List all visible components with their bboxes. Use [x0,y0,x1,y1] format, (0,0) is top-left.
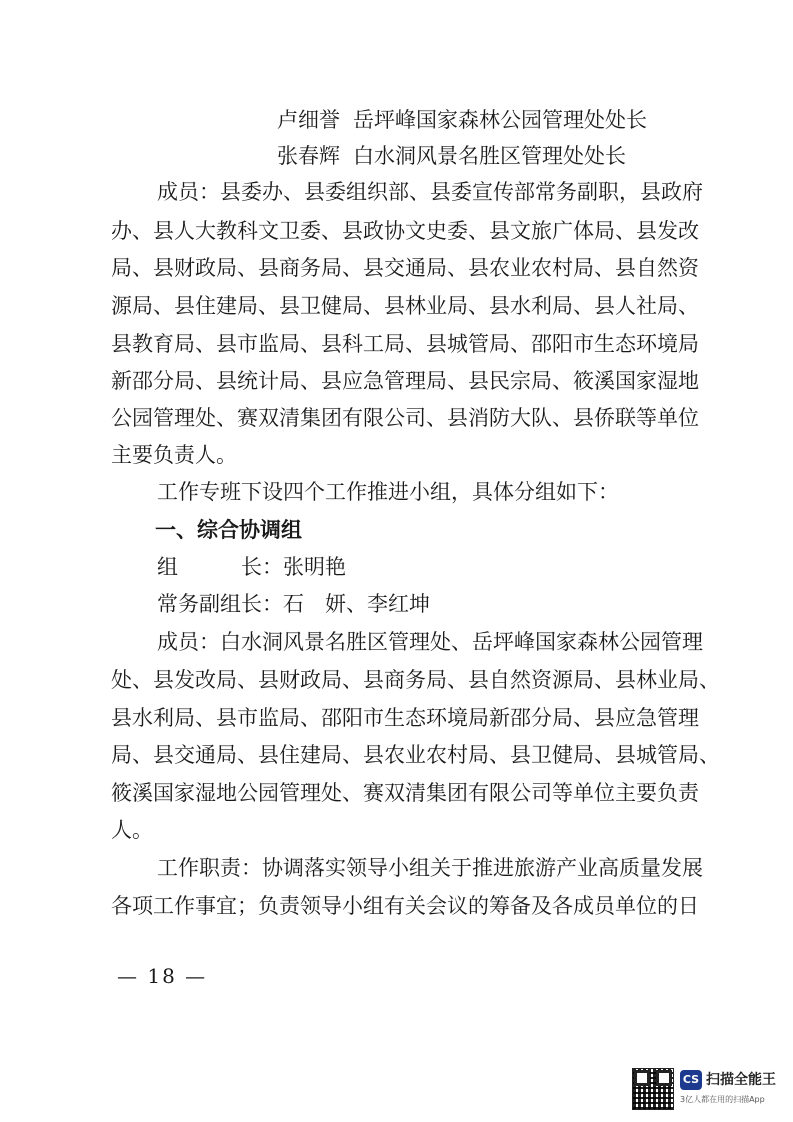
paragraph-line: 局、县交通局、县住建局、县农业农村局、县卫健局、县城管局、 [111,743,720,767]
subgroups-intro: 工作专班下设四个工作推进小组，具体分组如下： [157,480,619,504]
watermark-tagline: 3亿人都在用的扫描App [680,1095,765,1104]
qr-code-icon [632,1068,674,1110]
paragraph-line: 成员：县委办、县委组织部、县委宣传部常务副职，县政府 [157,180,703,204]
leader-name: 卢细誉 [277,108,340,132]
paragraph-line: 工作职责：协调落实领导小组关于推进旅游产业高质量发展 [157,856,703,880]
paragraph-line: 人。 [111,818,153,842]
leader-name: 张春辉 [277,144,340,168]
paragraph-line: 县教育局、县市监局、县科工局、县城管局、邵阳市生态环境局 [111,332,699,356]
paragraph-line: 成员：白水洞风景名胜区管理处、岳坪峰国家森林公园管理 [157,630,703,654]
paragraph-line: 源局、县住建局、县卫健局、县林业局、县水利局、县人社局、 [111,294,699,318]
deputy-leader-value: 石 妍、李红坤 [283,592,430,616]
scanner-watermark [632,1068,780,1112]
paragraph-line: 处、县发改局、县财政局、县商务局、县自然资源局、县林业局、 [111,668,720,692]
paragraph-line: 办、县人大教科文卫委、县政协文史委、县文旅广体局、县发改 [111,219,699,243]
camscanner-logo-icon: CS [680,1070,702,1090]
section-heading: 一、综合协调组 [155,518,302,542]
paragraph-line: 新邵分局、县统计局、县应急管理局、县民宗局、筱溪国家湿地 [111,369,699,393]
leader-line-2 [277,138,626,174]
group-leader-line [157,549,346,585]
page-number: — 18 — [117,964,208,988]
leader-title: 白水洞风景名胜区管理处处长 [353,144,626,168]
leader-title: 岳坪峰国家森林公园管理处处长 [353,108,647,132]
paragraph-line: 局、县财政局、县商务局、县交通局、县农业农村局、县自然资 [111,256,699,280]
deputy-leader-label: 常务副组长： [157,592,283,616]
leader-line-1 [277,102,647,138]
paragraph-line: 筱溪国家湿地公园管理处、赛双清集团有限公司等单位主要负责 [111,781,699,805]
watermark-brand: 扫描全能王 [706,1072,776,1088]
group-leader-value: 张明艳 [283,555,346,579]
paragraph-line: 公园管理处、赛双清集团有限公司、县消防大队、县侨联等单位 [111,406,699,430]
paragraph-line: 主要负责人。 [111,443,237,467]
paragraph-line: 各项工作事宜；负责领导小组有关会议的筹备及各成员单位的日 [111,894,699,918]
paragraph-line: 县水利局、县市监局、邵阳市生态环境局新邵分局、县应急管理 [111,706,699,730]
group-leader-label: 组 长： [157,555,283,579]
deputy-leader-line [157,586,430,622]
